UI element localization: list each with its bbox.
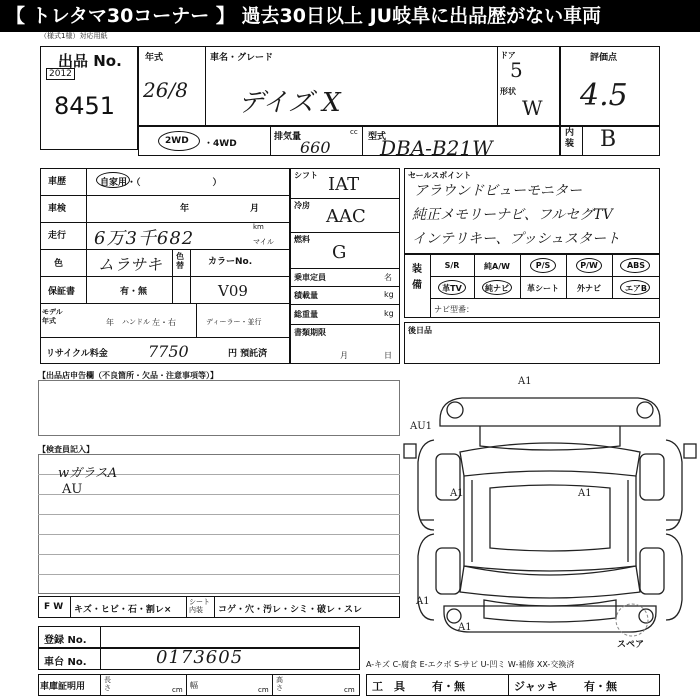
- score-label: 評価点: [590, 53, 618, 63]
- retrofit-box: [404, 322, 660, 364]
- shift-label: シフト: [294, 171, 318, 180]
- seat-label: シート内装: [189, 598, 210, 614]
- banner-title: 【 トレタマ30コーナー 】 過去30日以上 JU岐阜に出品歴がない車両: [0, 0, 700, 32]
- chassis-no-value: 0173605: [156, 647, 244, 668]
- fw-text: キズ・ヒビ・石・割レ×: [74, 605, 172, 615]
- drive-4wd: ・4WD: [204, 139, 237, 149]
- registration-deadline-day: 日: [384, 351, 392, 360]
- equip-navi: 純ナビ: [485, 284, 509, 293]
- model-type-label: 型式: [368, 132, 387, 142]
- displacement-value: 660: [300, 138, 331, 157]
- color-label: 色: [54, 259, 64, 269]
- fuel-value: G: [332, 242, 347, 263]
- color-value: ムラサキ: [98, 255, 163, 274]
- dealer-options: ディーラー・並行: [206, 318, 262, 326]
- inspection-year: 年: [180, 204, 190, 214]
- damage-mark-front: A1: [518, 376, 532, 387]
- damage-mark-au: AU1: [410, 421, 433, 432]
- inspector-line-1: wガラスA: [58, 466, 118, 481]
- history-options: 自家用・（ ）: [100, 178, 222, 188]
- model-change-year: 年: [106, 318, 114, 327]
- lot-label: 出品 No.: [58, 52, 122, 70]
- seller-notes-label: 【出品店申告欄（不良箇所・欠品・注意事項等）】: [38, 371, 218, 380]
- mileage-unit-km: km: [253, 223, 264, 231]
- mileage-unit-mile: マイル: [253, 238, 274, 246]
- cert-length: 長さ: [104, 676, 111, 692]
- equip-sr: S/R: [444, 261, 460, 270]
- doors-label: ドア: [500, 51, 516, 60]
- model-type-value: DBA-B21W: [380, 136, 493, 160]
- retrofit-label: 後日品: [408, 326, 432, 335]
- displacement-unit: cc: [350, 128, 358, 136]
- inspection-label: 車検: [48, 204, 67, 214]
- shape-label: 形状: [500, 87, 516, 96]
- fuel-label: 燃料: [294, 235, 310, 244]
- tools-options: 有・無: [432, 680, 465, 693]
- jack-options: 有・無: [584, 680, 617, 693]
- tools-label: 工 具: [372, 680, 405, 693]
- registration-deadline-label: 書類期限: [294, 328, 326, 337]
- navi-model-label: ナビ型番：: [434, 305, 474, 314]
- chassis-no-label: 車台 No.: [44, 657, 87, 668]
- sales-point-line-2: 純正メモリーナビ、フルセグTV: [412, 207, 613, 223]
- equip-tv: 革TV: [442, 284, 462, 293]
- seller-notes-box: [38, 380, 400, 436]
- equip-ps: P/S: [535, 261, 551, 270]
- car-name-label: 車名・グレード: [210, 53, 274, 63]
- registration-deadline-month: 月: [340, 351, 348, 360]
- spare-tire-icon: [616, 604, 648, 636]
- history-label: 車歴: [48, 177, 67, 187]
- spare-label: スペア: [617, 640, 645, 650]
- inspection-month: 月: [250, 204, 260, 214]
- interior-value: B: [600, 127, 617, 152]
- car-name-value: デイズ X: [238, 88, 341, 118]
- cert-width-unit: cm: [258, 686, 269, 694]
- drive-2wd: 2WD: [165, 136, 189, 146]
- inspector-label: 【検査員記入】: [38, 445, 94, 454]
- warranty-options: 有・無: [120, 287, 148, 297]
- jack-label: ジャッキ: [514, 680, 558, 693]
- displacement-label: 排気量: [274, 132, 302, 142]
- cert-width: 幅: [190, 681, 198, 690]
- inspector-line-2: AU: [62, 482, 83, 497]
- equipment-label: 装備: [412, 264, 422, 291]
- damage-mark-left: A1: [450, 488, 464, 499]
- weight-unit: kg: [384, 309, 394, 318]
- doors-value: 5: [510, 58, 523, 82]
- score-value: 4.5: [580, 78, 628, 113]
- model-change-label: モデル年式: [42, 308, 63, 325]
- mileage-value: 6万3千682: [94, 228, 195, 249]
- equip-airbag: エアB: [624, 284, 648, 293]
- capacity-unit: 名: [384, 273, 392, 282]
- header-small-text: （様式1様）対応用紙: [40, 32, 108, 40]
- equip-ext-navi: 外ナビ: [577, 284, 601, 293]
- car-damage-diagram: [400, 370, 700, 650]
- capacity-label: 乗車定員: [294, 273, 326, 282]
- load-unit: kg: [384, 290, 394, 299]
- cert-label: 車庫証明用: [40, 682, 86, 692]
- handle-options: 左・右: [152, 318, 176, 327]
- aircon-value: AAC: [326, 206, 366, 227]
- shift-value: IAT: [328, 174, 360, 195]
- seat-text: コゲ・穴・汚レ・シミ・破レ・スレ: [218, 605, 363, 615]
- mileage-label: 走行: [48, 231, 67, 241]
- cert-row: [38, 674, 360, 696]
- cert-length-unit: cm: [172, 686, 183, 694]
- year-model-label: 年式: [145, 53, 164, 63]
- sales-point-line-1: アラウンドビューモニター: [414, 183, 582, 199]
- recycle-value: 7750: [148, 342, 189, 361]
- sales-points-label: セールスポイント: [408, 171, 472, 180]
- interior-label: 内装: [565, 128, 575, 149]
- damage-mark-rear: A1: [458, 622, 472, 633]
- aircon-label: 冷房: [294, 201, 310, 210]
- sales-point-line-3: インテリキー、プッシュスタート: [412, 231, 621, 247]
- handle-label: ハンドル: [122, 318, 150, 326]
- color-change-label: 色替: [176, 252, 184, 270]
- year-model-value: 26/8: [143, 78, 188, 102]
- color-no-value: V09: [218, 282, 248, 300]
- drive-row: [138, 126, 560, 156]
- cert-height: 高さ: [276, 676, 283, 692]
- damage-mark-right: A1: [578, 488, 592, 499]
- color-no-label: カラーNo.: [208, 257, 253, 267]
- fw-label: F W: [44, 602, 64, 612]
- cert-height-unit: cm: [344, 686, 355, 694]
- recycle-unit: 円 預託済: [228, 349, 268, 359]
- warranty-label: 保証書: [48, 287, 76, 297]
- shape-value: W: [522, 96, 543, 120]
- equip-pw: P/W: [580, 261, 598, 270]
- damage-mark-rear-left: A1: [416, 596, 430, 607]
- equip-abs: ABS: [626, 261, 646, 270]
- damage-legend: A-キズ C-腐食 E-エクボ S-サビ U-凹ミ W-補修 XX-交換済: [366, 660, 575, 669]
- spec-block: [40, 168, 290, 364]
- recycle-label: リサイクル料金: [46, 349, 108, 359]
- lot-year-tag: 2012: [46, 68, 75, 80]
- lot-number: 8451: [54, 92, 116, 120]
- weight-label: 総重量: [294, 310, 318, 319]
- registration-no-label: 登録 No.: [44, 635, 87, 646]
- equip-aw: 純A/W: [484, 262, 510, 271]
- equip-leather: 革シート: [527, 284, 559, 293]
- load-label: 積載量: [294, 291, 318, 300]
